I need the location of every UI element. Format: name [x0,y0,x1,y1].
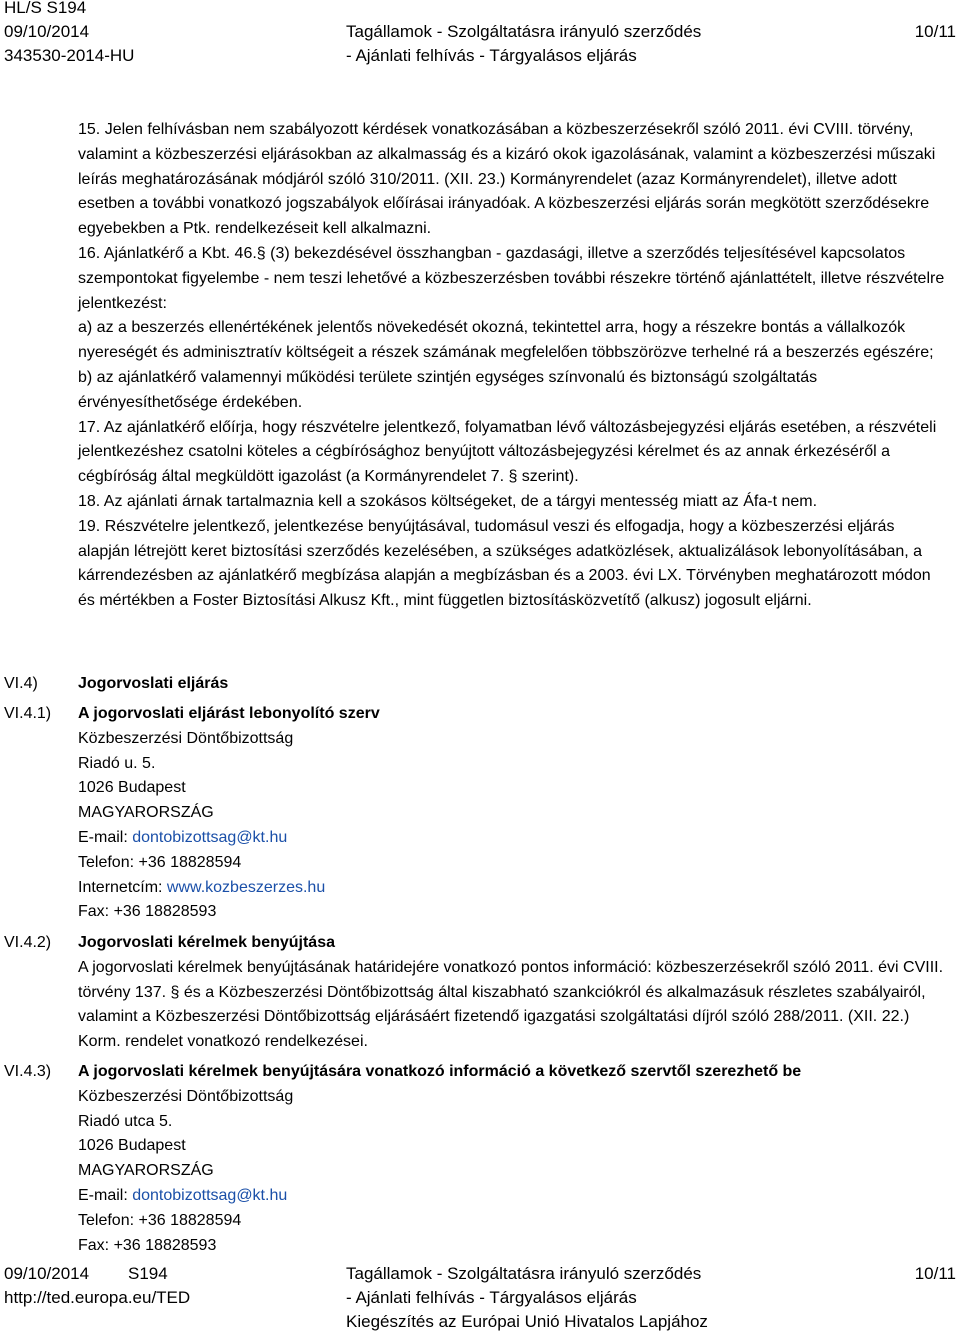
section-vi43-number: VI.4.3) [4,1063,52,1080]
paragraph-18: 18. Az ajánlati árnak tartalmaznia kell a szokásos költségeket, de a tárgyi mentesség miatt az Áfa-t nem. [78,492,818,510]
header-date: 09/10/2014 [4,22,90,41]
paragraph-15: 15. Jelen felhívásban nem szabályozott kérdések vonatkozásában a közbeszerzésekről szóló 2011. évi CVIII. törvény, valamint a közbeszerzési eljárásokban az alkalmasság és a kizáró okok igazolásának, valamint a közbeszerzési műszaki leírás meghatározásának módjáról szóló 310/2011. (XII. 23.) Kormányrendelet (azaz Kormányrendelet), illetve adott esetben a további vonatkozó jogszabályok előírásai irányadóak. A közbeszerzési eljárás során megkötött szerződésekre egyebekben a Ptk. rendelkezéseit kell alkalmazni. [78,121,936,238]
footer-supplement: Kiegészítés az Európai Unió Hivatalos Lapjához [346,1312,708,1331]
info-body-fax: Fax: +36 18828593 [78,1236,217,1254]
info-body-phone: Telefon: +36 18828594 [78,1211,242,1229]
paragraph-16b: b) az ajánlatkérő valamennyi működési területe szintjén egységes színvonalú és biztonságú szolgáltatás érvényesíthetősége érdekében. [78,368,818,411]
footer-url[interactable]: http://ted.europa.eu/TED [4,1288,191,1307]
footer-title: Tagállamok - Szolgáltatásra irányuló szerződés [346,1264,702,1283]
header-page: 10/11 [914,22,956,41]
web-label: Internetcím: [78,878,167,896]
additional-info [78,118,948,614]
info-body-name: Közbeszerzési Döntőbizottság [78,1087,294,1105]
info-body-country: MAGYARORSZÁG [78,1162,214,1180]
section-vi41-number: VI.4.1) [4,705,52,722]
footer-date: 09/10/2014 [4,1264,90,1283]
review-body-fax: Fax: +36 18828593 [78,903,217,921]
header-ref: 343530-2014-HU [4,46,135,65]
header-title: Tagállamok - Szolgáltatásra irányuló szerződés [346,22,702,41]
review-body-name: Közbeszerzési Döntőbizottság [78,729,294,747]
section-vi4-number: VI.4) [4,675,38,692]
paragraph-19: 19. Részvételre jelentkező, jelentkezése benyújtásával, tudomásul veszi és elfogadja, hogy a közbeszerzési eljárás alapján létrejött keret biztosítási szerződés kezelésében, a szükséges adatközlések, aktualizálások lebonyolításában, a kárrendezésben az ajánlatkérő megbízása alapján a megbízásban és a 2003. évi LX. Törvényben meghatározott módon és mértékben a Foster Biztosítási Alkusz Kft., mint független biztosításközvetítő (alkusz) jogosult eljárni. [78,517,931,610]
page-header [0,0,960,80]
footer-page: 10/11 [914,1264,956,1283]
section-vi4 [78,672,948,697]
section-vi43-title: A jogorvoslati kérelmek benyújtására vonatkozó információ a következő szervtől szerezhető be [78,1063,802,1080]
info-body-street: Riadó utca 5. [78,1112,173,1130]
section-vi41 [78,702,948,925]
section-vi42-text: A jogorvoslati kérelmek benyújtásának határidejére vonatkozó pontos információ: közbeszerzésekről szóló 2011. évi CVIII. törvény 137. § és a Közbeszerzési Döntőbizottság által kiszabható szankciókról és alkalmazásuk részletes szabályairól, valamint a Közbeszerzési Döntőbizottság eljárásáért fizetendő igazgatási szolgáltatási díjról szóló 288/2011. (XII. 22.) Korm. rendelet vonatkozó rendelkezései. [78,958,944,1051]
review-body-street: Riadó u. 5. [78,754,156,772]
email-link[interactable]: dontobizottsag@kt.hu [132,1186,288,1204]
section-vi42 [78,931,948,1055]
footer-issue: S194 [128,1264,168,1283]
review-body-city: 1026 Budapest [78,779,186,797]
review-body-country: MAGYARORSZÁG [78,804,214,822]
page-footer [0,1262,960,1334]
section-vi4-title: Jogorvoslati eljárás [78,675,229,692]
header-doc-id: HL/S S194 [4,0,87,17]
paragraph-17: 17. Az ajánlatkérő előírja, hogy részvételre jelentkező, folyamatban lévő változásbejegyzési eljárás esetében, a részvételi jelentkezéshez csatolni köteles a cégbírósághoz benyújtott változásbejegyzési kérelmet és az annak érkezéséről a cégbíróság által megküldött igazolást (a Kormányrendelet 7. § szerint). [78,418,937,486]
footer-subtitle: - Ajánlati felhívás - Tárgyalásos eljárás [346,1288,637,1307]
review-body-phone: Telefon: +36 18828594 [78,853,242,871]
email-label: E-mail: [78,828,133,846]
web-link[interactable]: www.kozbeszerzes.hu [166,878,326,896]
review-body-email-row [78,826,948,851]
header-subtitle: - Ajánlati felhívás - Tárgyalásos eljárás [346,46,637,65]
section-vi43 [78,1060,948,1258]
email-link[interactable]: dontobizottsag@kt.hu [132,828,288,846]
paragraph-16: 16. Ajánlatkérő a Kbt. 46.§ (3) bekezdésével összhangban - gazdasági, illetve a szerződés teljesítésével kapcsolatos szempontokat figyelembe - nem teszi lehetővé a közbeszerzésben további részekre történő ajánlattételt, illetve részvételre jelentkezést: [78,244,945,312]
info-body-city: 1026 Budapest [78,1137,186,1155]
review-body-web-row [78,876,948,901]
section-vi42-number: VI.4.2) [4,934,52,951]
paragraph-16a: a) az a beszerzés ellenértékének jelentős növekedését okozná, tekintettel arra, hogy a részekre bontás a vállalkozók nyereségét és adminisztratív költségeit a részek számának megfelelően többszörözve terhelné rá a beszerzés egészére; [78,319,934,362]
info-body-email-row [78,1184,948,1209]
section-vi41-title: A jogorvoslati eljárást lebonyolító szerv [78,705,380,722]
section-vi42-title: Jogorvoslati kérelmek benyújtása [78,934,335,951]
email-label: E-mail: [78,1186,133,1204]
